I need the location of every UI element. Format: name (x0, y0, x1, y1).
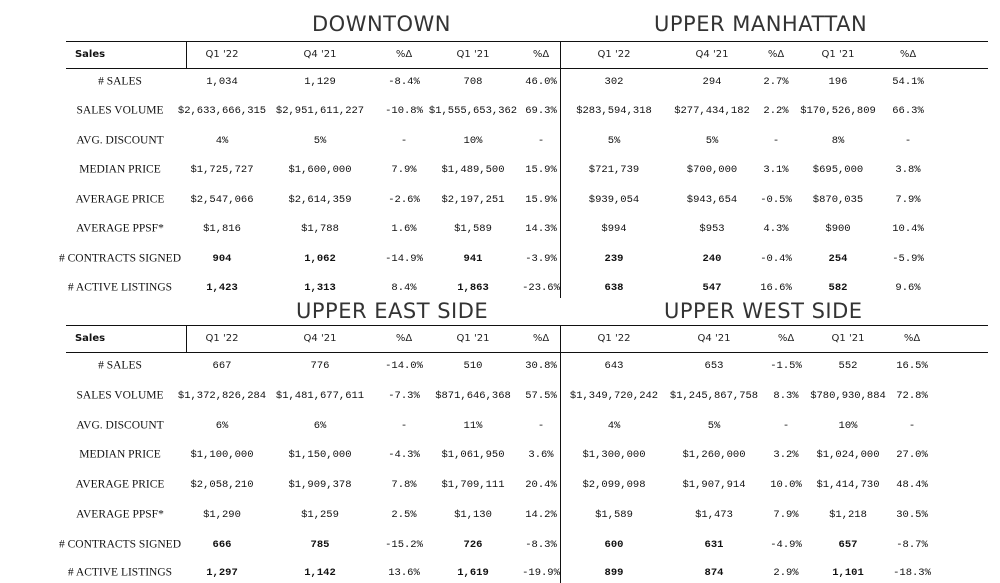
upper-west-side-cell: $780,930,884 (810, 389, 886, 402)
downtown-cell: 708 (463, 75, 483, 88)
upper-west-side-cell: $1,414,730 (816, 478, 880, 491)
upper-manhattan-header-q1-22: Q1 '22 (597, 49, 631, 60)
upper-west-side-cell: 899 (604, 566, 624, 579)
upper-east-side-cell: 57.5% (525, 389, 557, 402)
top-center-divider (560, 41, 561, 298)
downtown-cell: 4% (215, 134, 229, 147)
upper-east-side-cell: 2.5% (391, 508, 417, 521)
bottom-sales-header: Sales (74, 333, 106, 344)
downtown-cell: 14.3% (525, 222, 557, 235)
upper-east-side-cell: 3.6% (528, 448, 554, 461)
upper-manhattan-cell: 547 (702, 281, 722, 294)
upper-west-side-cell: 4% (607, 419, 621, 432)
upper-manhattan-cell: 254 (828, 252, 848, 265)
upper-manhattan-cell: $994 (601, 222, 627, 235)
upper-east-side-cell: - (400, 419, 408, 432)
downtown-cell: $2,633,666,315 (177, 104, 267, 117)
bottom-row-label: # CONTRACTS SIGNED (58, 538, 182, 551)
upper-manhattan-cell: $695,000 (812, 163, 864, 176)
upper-manhattan-cell: 240 (702, 252, 722, 265)
upper-west-side-cell: 874 (704, 566, 724, 579)
upper-west-side-cell: $1,473 (695, 508, 733, 521)
downtown-header-q1-22: Q1 '22 (205, 49, 239, 60)
upper-west-side-cell: $1,300,000 (582, 448, 646, 461)
top-sales-header: Sales (74, 49, 106, 60)
upper-west-side-cell: 72.8% (896, 389, 928, 402)
downtown-cell: 15.9% (525, 193, 557, 206)
upper-manhattan-cell: $870,035 (812, 193, 864, 206)
upper-west-side-cell: 657 (838, 538, 858, 551)
upper-west-side-cell: 7.9% (773, 508, 799, 521)
upper-east-side-cell: -15.2% (385, 538, 423, 551)
upper-east-side-cell: 14.2% (525, 508, 557, 521)
downtown-cell: $1,589 (454, 222, 492, 235)
upper-west-side-cell: 653 (704, 359, 724, 372)
upper-manhattan-cell: -5.9% (892, 252, 924, 265)
upper-west-side-cell: 2.9% (773, 566, 799, 579)
downtown-cell: 1,034 (206, 75, 238, 88)
upper-manhattan-cell: 54.1% (892, 75, 924, 88)
upper-east-side-cell: 667 (212, 359, 232, 372)
upper-west-side-cell: -1.5% (770, 359, 802, 372)
upper-east-side-cell: - (537, 419, 545, 432)
upper-west-side-cell: -4.9% (770, 538, 802, 551)
downtown-cell: - (400, 134, 408, 147)
upper-west-side-cell: $1,024,000 (816, 448, 880, 461)
top-row-label: # CONTRACTS SIGNED (58, 252, 182, 265)
downtown-cell: -10.8% (385, 104, 423, 117)
bottom-row-label: AVERAGE PPSF* (76, 508, 164, 521)
upper-manhattan-cell: 5% (607, 134, 621, 147)
downtown-cell: $1,725,727 (190, 163, 254, 176)
upper-east-side-cell: -8.3% (525, 538, 557, 551)
downtown-cell: -14.9% (385, 252, 423, 265)
upper-east-side-title: UPPER EAST SIDE (296, 299, 489, 323)
upper-manhattan-cell: 302 (604, 75, 624, 88)
upper-west-side-cell: 27.0% (896, 448, 928, 461)
downtown-cell: 15.9% (525, 163, 557, 176)
upper-west-side-cell: $1,349,720,242 (569, 389, 659, 402)
bottom-left-column-divider (186, 325, 187, 352)
upper-manhattan-cell: $900 (825, 222, 851, 235)
upper-east-side-cell: $1,709,111 (441, 478, 505, 491)
upper-east-side-cell: $1,259 (301, 508, 339, 521)
upper-manhattan-cell: $953 (699, 222, 725, 235)
upper-west-side-cell: 3.2% (773, 448, 799, 461)
upper-west-side-cell: 643 (604, 359, 624, 372)
upper-west-side-cell: - (782, 419, 790, 432)
upper-east-side-cell: 510 (463, 359, 483, 372)
upper-manhattan-cell: 582 (828, 281, 848, 294)
upper-east-side-cell: $871,646,368 (435, 389, 511, 402)
upper-west-side-cell: 631 (704, 538, 724, 551)
upper-manhattan-cell: $170,526,809 (800, 104, 876, 117)
downtown-cell: $1,816 (203, 222, 241, 235)
downtown-cell: 1,129 (304, 75, 336, 88)
upper-east-side-cell: 785 (310, 538, 330, 551)
upper-east-side-cell: 11% (463, 419, 483, 432)
bottom-row-label: AVG. DISCOUNT (76, 419, 164, 432)
downtown-header-pct-change-qoq: %Δ (395, 49, 413, 60)
upper-west-side-cell: -18.3% (893, 566, 931, 579)
upper-east-side-cell: -14.0% (385, 359, 423, 372)
upper-west-side-cell: $2,099,098 (582, 478, 646, 491)
upper-east-side-cell: 776 (310, 359, 330, 372)
upper-east-side-cell: 666 (212, 538, 232, 551)
upper-east-side-cell: -19.9% (522, 566, 560, 579)
downtown-cell: - (537, 134, 545, 147)
bottom-header-top-rule (66, 325, 988, 326)
upper-manhattan-cell: -0.4% (760, 252, 792, 265)
bottom-header-bottom-rule (66, 352, 988, 353)
upper-west-side-cell: $1,260,000 (682, 448, 746, 461)
upper-manhattan-cell: $939,054 (588, 193, 640, 206)
upper-manhattan-header-pct-change-qoq: %Δ (767, 49, 785, 60)
upper-manhattan-cell: 3.1% (763, 163, 789, 176)
upper-manhattan-cell: 8% (831, 134, 845, 147)
upper-east-side-cell: 6% (313, 419, 327, 432)
downtown-header-pct-change-yoy: %Δ (532, 49, 550, 60)
upper-manhattan-cell: - (904, 134, 912, 147)
downtown-cell: 1,863 (457, 281, 489, 294)
top-row-label: AVERAGE PRICE (75, 193, 165, 206)
bottom-row-label: SALES VOLUME (76, 389, 164, 402)
downtown-cell: $1,600,000 (288, 163, 352, 176)
upper-east-side-cell: -4.3% (388, 448, 420, 461)
upper-east-side-cell: $1,481,677,611 (275, 389, 365, 402)
downtown-cell: $1,489,500 (441, 163, 505, 176)
downtown-cell: -8.4% (388, 75, 420, 88)
upper-east-side-cell: 1,297 (206, 566, 238, 579)
downtown-cell: 1,062 (304, 252, 336, 265)
upper-west-side-cell: - (908, 419, 916, 432)
upper-manhattan-cell: 4.3% (763, 222, 789, 235)
bottom-row-label: # ACTIVE LISTINGS (67, 566, 173, 579)
upper-west-side-header-q1-21: Q1 '21 (831, 333, 865, 344)
upper-manhattan-cell: $700,000 (686, 163, 738, 176)
downtown-cell: 1,313 (304, 281, 336, 294)
downtown-cell: 1,423 (206, 281, 238, 294)
upper-manhattan-cell: 294 (702, 75, 722, 88)
upper-manhattan-cell: 638 (604, 281, 624, 294)
upper-west-side-title: UPPER WEST SIDE (664, 299, 863, 323)
upper-manhattan-cell: 7.9% (895, 193, 921, 206)
upper-manhattan-header-q4-21: Q4 '21 (695, 49, 729, 60)
bottom-row-label: AVERAGE PRICE (75, 478, 165, 491)
upper-west-side-cell: 552 (838, 359, 858, 372)
upper-west-side-header-pct-change-yoy: %Δ (903, 333, 921, 344)
top-row-label: MEDIAN PRICE (79, 163, 161, 176)
upper-west-side-cell: -8.7% (896, 538, 928, 551)
downtown-cell: 10% (463, 134, 483, 147)
upper-west-side-cell: $1,907,914 (682, 478, 746, 491)
downtown-title: DOWNTOWN (312, 12, 452, 36)
upper-east-side-cell: -7.3% (388, 389, 420, 402)
downtown-cell: 8.4% (391, 281, 417, 294)
upper-east-side-cell: 1,142 (304, 566, 336, 579)
upper-manhattan-cell: 16.6% (760, 281, 792, 294)
upper-manhattan-title: UPPER MANHATTAN (654, 12, 868, 36)
bottom-center-divider (560, 325, 561, 583)
upper-manhattan-cell: 9.6% (895, 281, 921, 294)
downtown-header-q4-21: Q4 '21 (303, 49, 337, 60)
upper-east-side-header-pct-change-yoy: %Δ (532, 333, 550, 344)
upper-east-side-cell: $1,130 (454, 508, 492, 521)
downtown-cell: 904 (212, 252, 232, 265)
top-header-top-rule (66, 41, 988, 42)
upper-east-side-cell: 30.8% (525, 359, 557, 372)
downtown-cell: -3.9% (525, 252, 557, 265)
downtown-cell: 7.9% (391, 163, 417, 176)
upper-manhattan-cell: 239 (604, 252, 624, 265)
upper-east-side-cell: 20.4% (525, 478, 557, 491)
top-row-label: # ACTIVE LISTINGS (67, 281, 173, 294)
top-row-label: AVERAGE PPSF* (76, 222, 164, 235)
upper-east-side-cell: $1,372,826,284 (177, 389, 267, 402)
upper-east-side-header-pct-change-qoq: %Δ (395, 333, 413, 344)
upper-west-side-cell: $1,218 (829, 508, 867, 521)
downtown-cell: 1.6% (391, 222, 417, 235)
upper-west-side-cell: $1,589 (595, 508, 633, 521)
top-row-label: AVG. DISCOUNT (76, 134, 164, 147)
downtown-cell: $1,555,653,362 (428, 104, 518, 117)
upper-manhattan-cell: - (772, 134, 780, 147)
upper-west-side-header-pct-change-qoq: %Δ (777, 333, 795, 344)
upper-manhattan-cell: $943,654 (686, 193, 738, 206)
upper-manhattan-cell: 2.7% (763, 75, 789, 88)
upper-east-side-cell: $2,058,210 (190, 478, 254, 491)
upper-manhattan-header-pct-change-yoy: %Δ (899, 49, 917, 60)
upper-east-side-cell: 7.8% (391, 478, 417, 491)
upper-east-side-header-q1-22: Q1 '22 (205, 333, 239, 344)
upper-west-side-cell: 600 (604, 538, 624, 551)
upper-west-side-header-q4-21: Q4 '21 (697, 333, 731, 344)
downtown-cell: -2.6% (388, 193, 420, 206)
upper-east-side-cell: $1,290 (203, 508, 241, 521)
upper-west-side-cell: 48.4% (896, 478, 928, 491)
upper-east-side-cell: 1,619 (457, 566, 489, 579)
downtown-cell: $2,614,359 (288, 193, 352, 206)
upper-east-side-cell: 13.6% (388, 566, 420, 579)
downtown-cell: -23.6% (522, 281, 560, 294)
downtown-cell: 46.0% (525, 75, 557, 88)
upper-west-side-cell: 10.0% (770, 478, 802, 491)
upper-manhattan-cell: $277,434,182 (674, 104, 750, 117)
upper-manhattan-header-q1-21: Q1 '21 (821, 49, 855, 60)
top-row-label: # SALES (98, 75, 142, 88)
top-left-column-divider (186, 41, 187, 68)
upper-manhattan-cell: 10.4% (892, 222, 924, 235)
upper-west-side-cell: 10% (838, 419, 858, 432)
upper-east-side-header-q4-21: Q4 '21 (303, 333, 337, 344)
upper-west-side-cell: 5% (707, 419, 721, 432)
upper-manhattan-cell: $283,594,318 (576, 104, 652, 117)
downtown-cell: $2,197,251 (441, 193, 505, 206)
upper-east-side-cell: $1,909,378 (288, 478, 352, 491)
upper-west-side-cell: 1,101 (832, 566, 864, 579)
downtown-header-q1-21: Q1 '21 (456, 49, 490, 60)
upper-east-side-header-q1-21: Q1 '21 (456, 333, 490, 344)
upper-west-side-cell: 8.3% (773, 389, 799, 402)
top-row-label: SALES VOLUME (76, 104, 164, 117)
downtown-cell: $2,951,611,227 (275, 104, 365, 117)
downtown-cell: $1,788 (301, 222, 339, 235)
upper-west-side-cell: 16.5% (896, 359, 928, 372)
upper-east-side-cell: $1,061,950 (441, 448, 505, 461)
upper-manhattan-cell: 3.8% (895, 163, 921, 176)
upper-east-side-cell: $1,100,000 (190, 448, 254, 461)
upper-west-side-cell: 30.5% (896, 508, 928, 521)
upper-manhattan-cell: 5% (705, 134, 719, 147)
upper-manhattan-cell: 2.2% (763, 104, 789, 117)
downtown-cell: 5% (313, 134, 327, 147)
upper-manhattan-cell: -0.5% (760, 193, 792, 206)
downtown-cell: $2,547,066 (190, 193, 254, 206)
upper-west-side-header-q1-22: Q1 '22 (597, 333, 631, 344)
bottom-row-label: MEDIAN PRICE (79, 448, 161, 461)
upper-east-side-cell: 726 (463, 538, 483, 551)
upper-manhattan-cell: 66.3% (892, 104, 924, 117)
top-header-bottom-rule (66, 68, 988, 69)
upper-west-side-cell: $1,245,867,758 (669, 389, 759, 402)
upper-east-side-cell: 6% (215, 419, 229, 432)
upper-manhattan-cell: 196 (828, 75, 848, 88)
bottom-row-label: # SALES (98, 359, 142, 372)
downtown-cell: 69.3% (525, 104, 557, 117)
upper-manhattan-cell: $721,739 (588, 163, 640, 176)
upper-east-side-cell: $1,150,000 (288, 448, 352, 461)
downtown-cell: 941 (463, 252, 483, 265)
